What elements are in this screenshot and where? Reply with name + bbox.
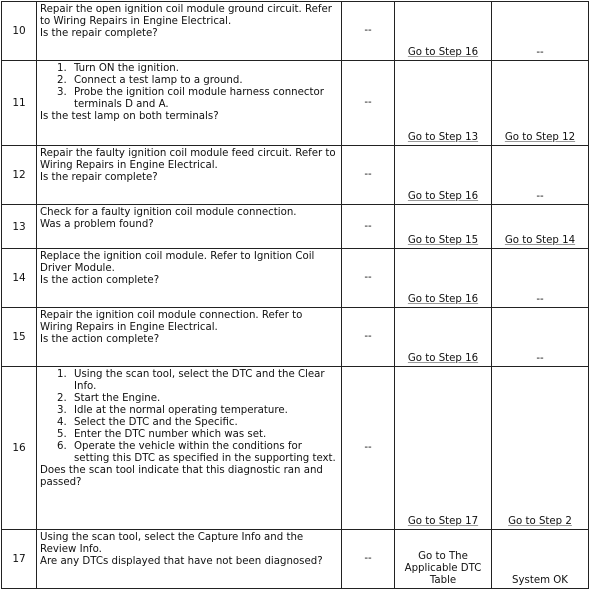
no-cell[interactable]: Go to Step 12	[492, 61, 589, 146]
step-row-10	[2, 2, 589, 61]
action-text: Repair the ignition coil module connection. Refer to Wiring Repairs in Engine Electrical.	[40, 310, 303, 333]
yes-cell[interactable]: Go to Step 16	[395, 2, 492, 61]
yes-cell[interactable]: Go to The Applicable DTC Table	[395, 530, 492, 589]
yes-cell[interactable]: Go to Step 17	[395, 367, 492, 530]
action-cell	[37, 249, 342, 308]
question-text: Is the test lamp on both terminals?	[40, 111, 219, 122]
step-number: 14	[2, 249, 37, 308]
yes-cell[interactable]: Go to Step 16	[395, 308, 492, 367]
value-cell: --	[342, 249, 395, 308]
action-cell	[37, 308, 342, 367]
procedure-item: 6. Operate the vehicle within the conditions for setting this DTC as specified in the supporting text.	[70, 441, 338, 465]
question-text: Is the repair complete?	[40, 172, 158, 183]
value-cell: --	[342, 367, 395, 530]
step-row-11	[2, 61, 589, 146]
step-number: 11	[2, 61, 37, 146]
procedure-list	[40, 369, 338, 465]
procedure-item: 2. Start the Engine.	[70, 393, 338, 405]
procedure-item: 1. Using the scan tool, select the DTC and the Clear Info.	[70, 369, 338, 393]
value-cell: --	[342, 61, 395, 146]
step-row-15	[2, 308, 589, 367]
procedure-item: 2. Connect a test lamp to a ground.	[70, 75, 338, 87]
no-cell: --	[492, 308, 589, 367]
action-cell	[37, 61, 342, 146]
action-text: Repair the faulty ignition coil module feed circuit. Refer to Wiring Repairs in Engine Electrical.	[40, 148, 336, 171]
procedure-item: 3. Probe the ignition coil module harness connector terminals D and A.	[70, 87, 338, 111]
diagnostic-table	[1, 1, 589, 589]
action-text: Repair the open ignition coil module ground circuit. Refer to Wiring Repairs in Engine Electrical.	[40, 4, 332, 27]
question-text: Is the repair complete?	[40, 28, 158, 39]
step-row-13	[2, 205, 589, 249]
procedure-item: 4. Select the DTC and the Specific.	[70, 417, 338, 429]
action-text: Check for a faulty ignition coil module connection.	[40, 207, 297, 218]
action-cell	[37, 530, 342, 589]
action-text: Using the scan tool, select the Capture Info and the Review Info.	[40, 532, 304, 555]
value-cell: --	[342, 308, 395, 367]
action-cell	[37, 146, 342, 205]
step-number: 15	[2, 308, 37, 367]
no-cell: --	[492, 146, 589, 205]
procedure-item: 5. Enter the DTC number which was set.	[70, 429, 338, 441]
question-text: Are any DTCs displayed that have not been diagnosed?	[40, 556, 323, 567]
procedure-item: 3. Idle at the normal operating temperature.	[70, 405, 338, 417]
no-cell: --	[492, 2, 589, 61]
step-number: 10	[2, 2, 37, 61]
no-cell: --	[492, 249, 589, 308]
question-text: Is the action complete?	[40, 275, 160, 286]
yes-cell[interactable]: Go to Step 16	[395, 146, 492, 205]
value-cell: --	[342, 2, 395, 61]
step-number: 16	[2, 367, 37, 530]
action-cell	[37, 367, 342, 530]
step-number: 13	[2, 205, 37, 249]
no-cell: System OK	[492, 530, 589, 589]
step-row-14	[2, 249, 589, 308]
step-row-17	[2, 530, 589, 589]
no-cell[interactable]: Go to Step 2	[492, 367, 589, 530]
action-cell	[37, 205, 342, 249]
question-text: Was a problem found?	[40, 219, 154, 230]
action-cell	[37, 2, 342, 61]
yes-cell[interactable]: Go to Step 15	[395, 205, 492, 249]
procedure-list	[40, 63, 338, 111]
value-cell: --	[342, 530, 395, 589]
step-number: 12	[2, 146, 37, 205]
value-cell: --	[342, 205, 395, 249]
no-cell[interactable]: Go to Step 14	[492, 205, 589, 249]
action-text: Replace the ignition coil module. Refer to Ignition Coil Driver Module.	[40, 251, 315, 274]
yes-cell[interactable]: Go to Step 13	[395, 61, 492, 146]
step-row-12	[2, 146, 589, 205]
question-text: Does the scan tool indicate that this diagnostic ran and passed?	[40, 465, 323, 488]
value-cell: --	[342, 146, 395, 205]
question-text: Is the action complete?	[40, 334, 160, 345]
yes-cell[interactable]: Go to Step 16	[395, 249, 492, 308]
step-number: 17	[2, 530, 37, 589]
procedure-item: 1. Turn ON the ignition.	[70, 63, 338, 75]
step-row-16	[2, 367, 589, 530]
